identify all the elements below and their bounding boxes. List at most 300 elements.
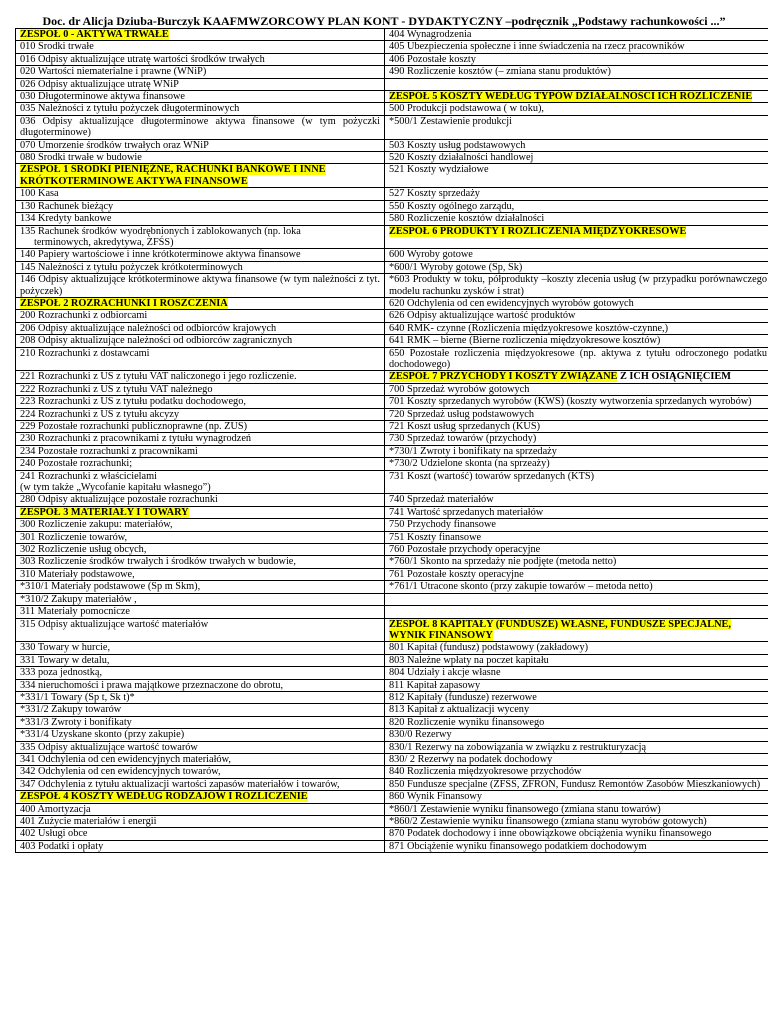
account-label [389, 606, 392, 617]
account-cell [16, 115, 385, 139]
account-cell [16, 531, 385, 543]
account-label: 300 Rozliczenie zakupu: materiałów, [20, 519, 173, 531]
empty-cell [385, 78, 768, 90]
table-row [16, 803, 768, 815]
table-row [16, 704, 768, 716]
account-cell [385, 297, 768, 309]
account-label: 801 Kapitał (fundusz) podstawowy (zakładowy) [389, 642, 589, 654]
account-cell [16, 371, 385, 383]
account-cell [385, 828, 768, 840]
account-cell [16, 581, 385, 593]
table-row [16, 716, 768, 728]
account-cell [385, 458, 768, 470]
group-heading-cell [385, 91, 768, 103]
account-cell [385, 816, 768, 828]
account-label: 146 Odpisy aktualizujące krótkoterminowe aktywa finansowe (w tym należności z tyt. pożyczek) [20, 274, 380, 297]
account-label: 641 RMK – bierne (Bierne rozliczenia międzyokresowe kosztów) [389, 335, 661, 347]
account-cell [16, 41, 385, 53]
account-cell [16, 494, 385, 506]
account-cell [16, 335, 385, 347]
account-label: 342 Odchylenia od cen ewidencyjnych towarów, [20, 766, 221, 778]
account-label: 020 Wartości niematerialne i prawne (WNiP) [20, 66, 207, 78]
account-label: 402 Usługi obce [20, 828, 88, 840]
account-cell [385, 66, 768, 78]
table-row [16, 139, 768, 151]
account-label: 229 Pozostałe rozrachunki publicznoprawne (np. ZUS) [20, 421, 248, 432]
account-cell [16, 840, 385, 852]
table-row [16, 371, 768, 383]
table-row [16, 544, 768, 556]
account-label: 730 Sprzedaż towarów (przychody) [389, 433, 537, 445]
account-label: 850 Fundusze specjalne (ZFŚS, ZFRON, Fundusz Remontów Zasobów Mieszkaniowych) [389, 778, 761, 790]
table-row [16, 753, 768, 765]
table-row [16, 568, 768, 580]
account-label: 230 Rozrachunki z pracownikami z tytułu wynagrodzeń [20, 433, 252, 445]
account-label: 100 Kasa [20, 188, 59, 200]
account-label: 580 Rozliczenie kosztów działalności [389, 213, 545, 225]
table-row [16, 791, 768, 803]
group-heading-cell [385, 225, 768, 249]
account-cell [16, 716, 385, 728]
account-cell [385, 531, 768, 543]
account-label: 206 Odpisy aktualizujące należności od odbiorców krajowych [20, 322, 277, 334]
table-row [16, 519, 768, 531]
account-cell [385, 519, 768, 531]
table-row [16, 506, 768, 518]
account-label: 070 Umorzenie środków trwałych oraz WNiP [20, 139, 209, 151]
account-label: 740 Sprzedaż materiałów [389, 494, 494, 506]
table-row [16, 494, 768, 506]
group-heading: ZESPÓŁ 3 MATERIAŁY I TOWARY [20, 506, 189, 518]
account-label: *500/1 Zestawienie produkcji [389, 115, 512, 127]
account-cell [385, 679, 768, 691]
account-cell [16, 544, 385, 556]
account-label: 640 RMK- czynne (Rozliczenia międzyokresowe kosztów-czynne,) [389, 322, 669, 334]
account-label: 035 Należności z tytułu pożyczek długoterminowych [20, 103, 240, 115]
account-cell [385, 791, 768, 803]
table-row [16, 188, 768, 200]
account-label: 405 Ubezpieczenia społeczne i inne świadczenia na rzecz pracowników [389, 41, 685, 53]
table-row [16, 29, 768, 41]
account-cell [16, 729, 385, 741]
account-label: 830/0 Rezerwy [389, 729, 452, 741]
account-cell [385, 716, 768, 728]
account-cell [385, 103, 768, 115]
account-label: 208 Odpisy aktualizujące należności od odbiorców zagranicznych [20, 335, 293, 347]
account-label: *600/1 Wyroby gotowe (Sp, Sk) [389, 261, 523, 273]
chart-of-accounts-table [15, 28, 768, 853]
account-label: 701 Koszty sprzedanych wyrobów (KWS) (koszty wytworzenia sprzedanych wyrobów) [389, 396, 752, 408]
account-label: 503 Koszty usług podstawowych [389, 139, 526, 151]
table-row [16, 53, 768, 65]
account-cell [16, 396, 385, 408]
account-label: 600 Wyroby gotowe [389, 249, 473, 261]
account-label: 223 Rozrachunki z US z tytułu podatku dochodowego, [20, 396, 246, 408]
account-label: 200 Rozrachunki z odbiorcami [20, 310, 148, 322]
account-cell [16, 225, 385, 249]
group-heading-cell [16, 29, 385, 41]
account-cell [385, 322, 768, 334]
account-label: 311 Materiały pomocnicze [20, 606, 130, 618]
table-row [16, 347, 768, 371]
group-heading-cell [385, 371, 768, 383]
account-label: 341 Odchylenia od cen ewidencyjnych materiałów, [20, 753, 231, 765]
account-label: 303 Rozliczenie środków trwałych i środków trwałych w budowie, [20, 556, 296, 568]
account-label: 720 Sprzedaż usług podstawowych [389, 408, 534, 420]
account-label: 036 Odpisy aktualizujące długoterminowe aktywa finansowe (w tym pożyczki długoterminowe) [20, 115, 380, 139]
account-label: 234 Pozostałe rozrachunki z pracownikami [20, 445, 198, 457]
account-cell [16, 618, 385, 642]
account-label: 804 Udziały i akcje własne [389, 667, 501, 679]
account-cell [16, 753, 385, 765]
account-cell [385, 445, 768, 457]
account-label: 520 Koszty działalności handlowej [389, 152, 534, 164]
account-cell [16, 803, 385, 815]
table-row [16, 408, 768, 420]
account-label: 030 Długoterminowe aktywa finansowe [20, 91, 185, 103]
table-row [16, 828, 768, 840]
table-row [16, 433, 768, 445]
account-cell [16, 778, 385, 790]
account-cell [385, 115, 768, 139]
account-label: 830/ 2 Rezerwy na podatek dochodowy [389, 753, 553, 765]
table-row [16, 741, 768, 753]
account-cell [16, 470, 385, 494]
account-label: *331/1 Towary (Sp t, Sk t)* [20, 691, 135, 703]
account-label [389, 79, 392, 90]
group-heading-cell [16, 297, 385, 309]
account-label: 527 Koszty sprzedaży [389, 188, 480, 200]
table-row [16, 606, 768, 618]
table-row [16, 531, 768, 543]
account-label: 500 Produkcji podstawowa ( w toku), [389, 103, 545, 115]
table-row [16, 91, 768, 103]
account-label: *331/4 Uzyskane skonto (przy zakupie) [20, 729, 185, 741]
account-label: 700 Sprzedaż wyrobów gotowych [389, 383, 530, 395]
account-cell [385, 778, 768, 790]
table-row [16, 396, 768, 408]
account-label: 403 Podatki i opłaty [20, 840, 104, 852]
account-label: 751 Koszty finansowe [389, 531, 482, 543]
table-row [16, 115, 768, 139]
chart-of-accounts-body [16, 29, 768, 853]
account-label [389, 594, 392, 605]
account-label: 134 Kredyty bankowe [20, 213, 112, 225]
table-row [16, 691, 768, 703]
account-cell [16, 274, 385, 298]
account-cell [385, 556, 768, 568]
account-label: 330 Towary w hurcie, [20, 642, 111, 654]
account-label-note: (w tym także „Wycofanie kapitału własnego”) [20, 482, 211, 494]
account-label: *760/1 Skonto na sprzedaży nie podjęte (metoda netto) [389, 556, 617, 568]
table-row [16, 274, 768, 298]
account-cell [16, 433, 385, 445]
account-cell [16, 249, 385, 261]
group-heading-cell [16, 164, 385, 188]
account-cell [16, 408, 385, 420]
account-cell [385, 421, 768, 433]
account-cell [16, 78, 385, 90]
account-cell [16, 519, 385, 531]
account-label: 241 Rozrachunki z właścicielami [20, 470, 157, 482]
account-cell [16, 679, 385, 691]
account-label: *860/2 Zestawienie wyniku finansowego (zmiana stanu wyrobów gotowych) [389, 816, 707, 827]
account-label: 010 Środki trwałe [20, 41, 94, 53]
table-row [16, 41, 768, 53]
account-cell [385, 335, 768, 347]
account-cell [16, 568, 385, 580]
table-row [16, 249, 768, 261]
group-heading: ZESPÓŁ 0 - AKTYWA TRWAŁE [20, 29, 169, 40]
group-heading: ZESPÓŁ 8 KAPITAŁY (FUNDUSZE) WŁASNE, FUNDUSZE SPECJALNE, WYNIK FINANSOWY [389, 618, 731, 641]
account-label: 400 Amortyzacja [20, 803, 91, 815]
account-label: 406 Pozostałe koszty [389, 53, 476, 65]
account-cell [385, 383, 768, 395]
group-heading-cell [385, 618, 768, 642]
table-row [16, 581, 768, 593]
account-cell [385, 310, 768, 322]
empty-cell [385, 606, 768, 618]
table-row [16, 200, 768, 212]
account-label: 741 Wartość sprzedanych materiałów [389, 506, 544, 518]
account-cell [385, 274, 768, 298]
account-cell [385, 396, 768, 408]
table-row [16, 618, 768, 642]
account-cell [385, 568, 768, 580]
table-row [16, 642, 768, 654]
account-cell [16, 593, 385, 605]
account-label: 333 poza jednostką, [20, 667, 103, 679]
account-cell [385, 408, 768, 420]
account-cell [16, 606, 385, 618]
account-cell [16, 322, 385, 334]
account-cell [385, 704, 768, 716]
account-label: 820 Rozliczenie wyniku finansowego [389, 716, 545, 728]
account-cell [16, 766, 385, 778]
account-cell [385, 29, 768, 41]
table-row [16, 78, 768, 90]
table-row [16, 66, 768, 78]
empty-cell [385, 593, 768, 605]
account-cell [16, 445, 385, 457]
account-cell [385, 261, 768, 273]
account-label: 145 Należności z tytułu pożyczek krótkoterminowych [20, 261, 243, 273]
account-cell [16, 213, 385, 225]
account-label: 135 Rachunek środków wyodrębnionych i zablokowanych (np. loka [20, 225, 301, 237]
account-label: 521 Koszty wydziałowe [389, 164, 489, 176]
account-label: 026 Odpisy aktualizujące utratę WNiP [20, 78, 179, 90]
account-cell [385, 433, 768, 445]
account-label: 840 Rozliczenia międzyokresowe przychodów [389, 766, 582, 778]
group-heading: ZESPÓŁ 4 KOSZTY WEDŁUG RODZAJÓW I ROZLICZENIE [20, 791, 308, 803]
account-cell [385, 470, 768, 494]
account-cell [385, 741, 768, 753]
table-row [16, 261, 768, 273]
account-label: 130 Rachunek bieżący [20, 200, 114, 212]
account-cell [16, 188, 385, 200]
account-label: 302 Rozliczenie usług obcych, [20, 544, 147, 556]
account-cell [16, 421, 385, 433]
account-label: 222 Rozrachunki z US z tytułu VAT należnego [20, 383, 213, 395]
table-row [16, 421, 768, 433]
table-row [16, 679, 768, 691]
account-label: 811 Kapitał zapasowy [389, 679, 481, 691]
group-heading-cell [16, 791, 385, 803]
account-cell [385, 506, 768, 518]
account-label: 803 Należne wpłaty na poczet kapitału [389, 654, 549, 666]
account-label: 335 Odpisy aktualizujące wartość towarów [20, 741, 198, 753]
document-header: Doc. dr Alicja Dziuba-Burczyk KAAFMWZORCOWY PLAN KONT - DYDAKTYCZNY –podręcznik „Podstawy rachunkowości ...” [42, 14, 726, 28]
account-label: 830/1 Rezerwy na zobowiązania w związku z restrukturyzacją [389, 741, 647, 753]
table-row [16, 593, 768, 605]
account-cell [16, 91, 385, 103]
account-cell [16, 556, 385, 568]
account-label: 812 Kapitały (fundusze) rezerwowe [389, 691, 537, 703]
table-row [16, 322, 768, 334]
group-heading: ZESPÓŁ 7 PRZYCHODY I KOSZTY ZWIĄZANE [389, 371, 618, 383]
account-cell [16, 691, 385, 703]
table-row [16, 152, 768, 164]
account-cell [385, 766, 768, 778]
account-label: 347 Odchylenia z tytułu aktualizacji wartości zapasów materiałów i towarów, [20, 778, 340, 790]
account-cell [16, 458, 385, 470]
account-label: 221 Rozrachunki z US z tytułu VAT naliczonego i jego rozliczenie. [20, 371, 297, 383]
table-row [16, 778, 768, 790]
table-row [16, 445, 768, 457]
account-label: 871 Obciążenie wyniku finansowego podatkiem dochodowym [389, 840, 647, 852]
table-row [16, 335, 768, 347]
account-label: 721 Koszt usług sprzedanych (KUS) [389, 421, 540, 432]
account-cell [16, 667, 385, 679]
table-row [16, 297, 768, 309]
account-cell [385, 213, 768, 225]
account-cell [385, 41, 768, 53]
group-heading-cell [16, 506, 385, 518]
account-cell [385, 139, 768, 151]
table-row [16, 816, 768, 828]
account-cell [385, 544, 768, 556]
account-cell [385, 53, 768, 65]
account-label-continuation: terminowych, akredytywa, ZFŚS) [34, 236, 174, 248]
account-label: *331/3 Zwroty i bonifikaty [20, 716, 132, 728]
account-label: 240 Pozostałe rozrachunki; [20, 458, 133, 470]
account-cell [385, 803, 768, 815]
account-label: 140 Papiery wartościowe i inne krótkoterminowe aktywa finansowe [20, 249, 301, 261]
account-label: 404 Wynagrodzenia [389, 29, 472, 40]
account-cell [385, 347, 768, 371]
group-heading: ZESPÓŁ 2 ROZRACHUNKI I ROSZCZENIA [20, 297, 228, 309]
account-cell [16, 139, 385, 151]
account-cell [385, 691, 768, 703]
account-cell [385, 152, 768, 164]
account-cell [16, 261, 385, 273]
account-label: 750 Przychody finansowe [389, 519, 496, 531]
account-label: *761/1 Utracone skonto (przy zakupie towarów – metoda netto) [389, 581, 653, 593]
account-label: 331 Towary w detalu, [20, 654, 110, 666]
account-label: 650 Pozostałe rozliczenia międzyokresowe (np. aktywa z tytułu odroczonego podatku dochodowego) [389, 347, 767, 370]
account-cell [385, 667, 768, 679]
account-label: 620 Odchylenia od cen ewidencyjnych wyrobów gotowych [389, 297, 634, 309]
table-row [16, 383, 768, 395]
table-row [16, 766, 768, 778]
account-label: *331/2 Zakupy towarów [20, 704, 122, 716]
account-label: 080 Środki trwałe w budowie [20, 152, 142, 164]
account-label: 760 Pozostałe przychody operacyjne [389, 544, 541, 556]
account-cell [385, 200, 768, 212]
account-cell [16, 310, 385, 322]
account-cell [16, 704, 385, 716]
account-cell [385, 188, 768, 200]
group-heading: ZESPÓŁ 6 PRODUKTY I ROZLICZENIA MIĘDZYOKRESOWE [389, 225, 687, 237]
table-row [16, 164, 768, 188]
account-cell [385, 753, 768, 765]
account-label: *603 Produkty w toku, półprodukty –koszty zlecenia usług (w przypadku porównawczego modelu rachunku zysków i strat) [389, 274, 767, 297]
group-heading: ZESPÓŁ 5 KOSZTY WEDŁUG TYPÓW DZIAŁALNOŚCI ICH ROZLICZENIE [389, 91, 753, 103]
account-cell [16, 66, 385, 78]
account-cell [385, 494, 768, 506]
table-row [16, 310, 768, 322]
account-cell [385, 729, 768, 741]
table-row [16, 840, 768, 852]
account-label: 210 Rozrachunki z dostawcami [20, 347, 150, 359]
table-row [16, 470, 768, 494]
account-cell [16, 642, 385, 654]
account-cell [385, 642, 768, 654]
account-label: 813 Kapitał z aktualizacji wyceny [389, 704, 530, 716]
account-cell [385, 164, 768, 188]
account-label: 761 Pozostałe koszty operacyjne [389, 568, 524, 580]
account-label: 310 Materiały podstawowe, [20, 568, 135, 580]
account-cell [385, 249, 768, 261]
account-cell [385, 581, 768, 593]
account-label: 550 Koszty ogólnego zarządu, [389, 200, 515, 212]
account-label: *310/2 Zakupy materiałów , [20, 593, 137, 605]
table-row [16, 458, 768, 470]
account-cell [16, 741, 385, 753]
account-cell [16, 152, 385, 164]
account-cell [16, 828, 385, 840]
account-label: 301 Rozliczenie towarów, [20, 531, 128, 543]
account-label: 280 Odpisy aktualizujące pozostałe rozrachunki [20, 494, 218, 506]
table-row [16, 729, 768, 741]
account-cell [16, 103, 385, 115]
account-label: 016 Odpisy aktualizujące utratę wartości środków trwałych [20, 53, 265, 65]
account-cell [16, 347, 385, 371]
account-cell [16, 654, 385, 666]
table-row [16, 103, 768, 115]
account-cell [16, 200, 385, 212]
table-row [16, 213, 768, 225]
account-label: 334 nieruchomości i prawa majątkowe przeznaczone do obrotu, [20, 679, 284, 691]
account-cell [385, 654, 768, 666]
table-row [16, 556, 768, 568]
account-cell [16, 383, 385, 395]
account-label: *730/2 Udzielone skonta (na sprzeaży) [389, 458, 550, 470]
account-label: 731 Koszt (wartość) towarów sprzedanych (KTS) [389, 470, 595, 482]
table-row [16, 667, 768, 679]
account-label: *310/1 Materiały podstawowe (Sp m Skm), [20, 581, 201, 593]
account-label: 870 Podatek dochodowy i inne obowiązkowe obciążenia wyniku finansowego [389, 828, 712, 840]
account-label: 224 Rozrachunki z US z tytułu akcyzy [20, 408, 179, 420]
group-heading: ZESPÓŁ 1 ŚRODKI PIENIĘŻNE, RACHUNKI BANKOWE I INNE KRÓTKOTERMINOWE AKTYWA FINANSOWE [20, 164, 326, 187]
account-cell [16, 816, 385, 828]
account-cell [385, 840, 768, 852]
account-label: 401 Zużycie materiałów i energii [20, 816, 157, 827]
account-label: 315 Odpisy aktualizujące wartość materiałów [20, 618, 209, 630]
group-heading-tail: Z ICH OSIĄGNIĘCIEM [617, 371, 731, 383]
account-cell [16, 53, 385, 65]
account-label: *730/1 Zwroty i bonifikaty na sprzedaży [389, 445, 557, 457]
